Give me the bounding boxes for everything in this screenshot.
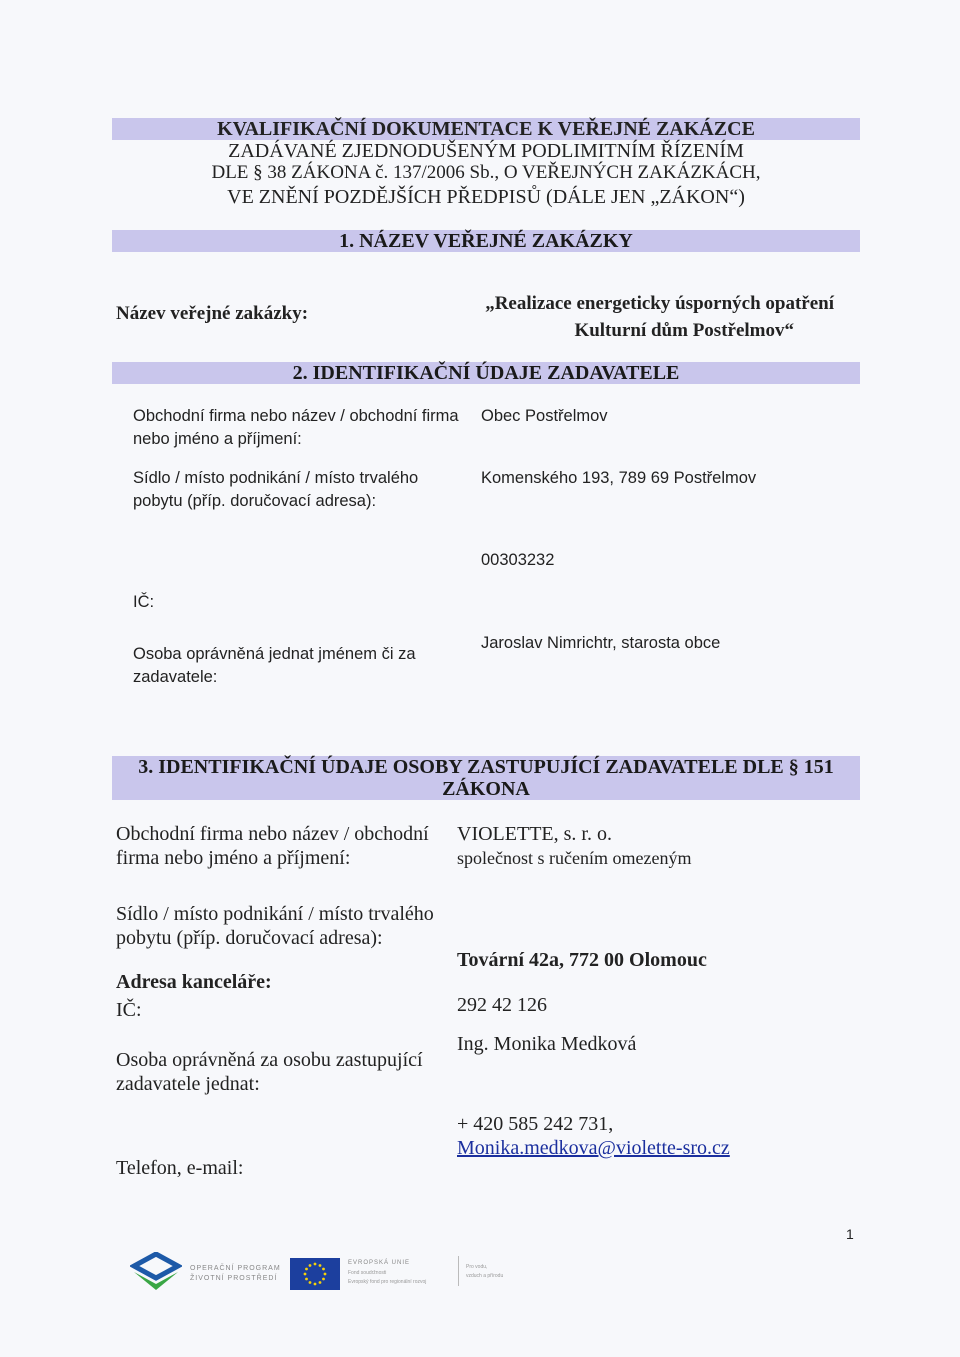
agent-contact-label: Telefon, e-mail: [116,1157,244,1179]
client-person-label-line-2: zadavatele: [133,668,218,686]
eu-text-line-2: Fond soudržnosti [348,1270,387,1276]
client-person-value: Jaroslav Nimrichtr, starosta obce [481,634,721,652]
contract-name-label: Název veřejné zakázky: [116,303,309,324]
agent-firm-label-line-1: Obchodní firma nebo název / obchodní [116,823,429,845]
program-name-line-2: ŽIVOTNÍ PROSTŘEDÍ [190,1275,278,1282]
section-3-heading [112,756,860,800]
agent-person-label-line-1: Osoba oprávněná za osobu zastupující [116,1049,423,1071]
client-ic-value: 00303232 [481,551,555,569]
agent-ic-label: IČ: [116,999,142,1021]
op-environment-logo-icon [130,1252,182,1292]
agent-person-label-line-2: zadavatele jednat: [116,1073,260,1095]
client-firm-label-line-1: Obchodní firma nebo název / obchodní firma [133,407,459,425]
agent-ic-value: 292 42 126 [457,994,547,1016]
client-firm-label-line-2: nebo jméno a příjmení: [133,430,302,448]
agent-firm-value-line-2: společnost s ručením omezeným [457,848,692,868]
slogan-line-2: vzduch a přírodu [466,1273,504,1279]
client-seat-value: Komenského 193, 789 69 Postřelmov [481,469,757,487]
title-line-4: VE ZNĚNÍ POZDĚJŠÍCH PŘEDPISŮ (DÁLE JEN „ZÁKON“) [227,186,745,208]
contract-name-value-line-1: „Realizace energeticky úsporných opatření [485,293,834,314]
agent-office-label: Adresa kanceláře: [116,971,272,993]
client-firm-value: Obec Postřelmov [481,407,608,425]
section-1-heading: 1. NÁZEV VEŘEJNÉ ZAKÁZKY [112,230,860,252]
eu-text-line-3: Evropský fond pro regionální rozvoj [348,1279,427,1285]
title-line-2: ZADÁVANÉ ZJEDNODUŠENÝM PODLIMITNÍM ŘÍZENÍM [228,140,744,162]
section-2-heading: 2. IDENTIFIKAČNÍ ÚDAJE ZADAVATELE [112,362,860,384]
section-3-heading-line-1: 3. IDENTIFIKAČNÍ ÚDAJE OSOBY ZASTUPUJÍCÍ ZADAVATELE DLE § 151 [138,756,834,778]
program-name-line-1: OPERAČNÍ PROGRAM [190,1265,281,1272]
client-seat-label-line-1: Sídlo / místo podnikání / místo trvalého [133,469,419,487]
agent-office-value: Tovární 42a, 772 00 Olomouc [457,949,707,971]
client-person-label-line-1: Osoba oprávněná jednat jménem či za [133,645,416,663]
client-ic-label: IČ: [133,593,155,611]
agent-email-link[interactable]: Monika.medkova@violette-sro.cz [457,1137,730,1159]
eu-text-line-1: EVROPSKÁ UNIE [348,1260,411,1266]
agent-firm-label-line-2: firma nebo jméno a příjmení: [116,847,351,869]
agent-firm-value-line-1: VIOLETTE, s. r. o. [457,823,612,845]
slogan-line-1: Pro vodu, [466,1264,488,1270]
title-line-3: DLE § 38 ZÁKONA č. 137/2006 Sb., O VEŘEJNÝCH ZAKÁZKÁCH, [211,162,761,183]
agent-seat-label-line-1: Sídlo / místo podnikání / místo trvalého [116,903,434,925]
client-seat-label-line-2: pobytu (příp. doručovací adresa): [133,492,377,510]
footer-divider [458,1256,459,1286]
contract-name-value-line-2: Kulturní dům Postřelmov“ [574,320,794,341]
page-number: 1 [846,1226,854,1242]
section-3-heading-line-2: ZÁKONA [442,778,530,800]
title-line-1: KVALIFIKAČNÍ DOKUMENTACE K VEŘEJNÉ ZAKÁZCE [217,118,755,140]
agent-phone-value: + 420 585 242 731, [457,1113,614,1135]
document-title-block [112,118,860,230]
eu-flag-icon [290,1258,340,1290]
agent-person-value: Ing. Monika Medková [457,1033,637,1055]
agent-seat-label-line-2: pobytu (příp. doručovací adresa): [116,927,383,949]
